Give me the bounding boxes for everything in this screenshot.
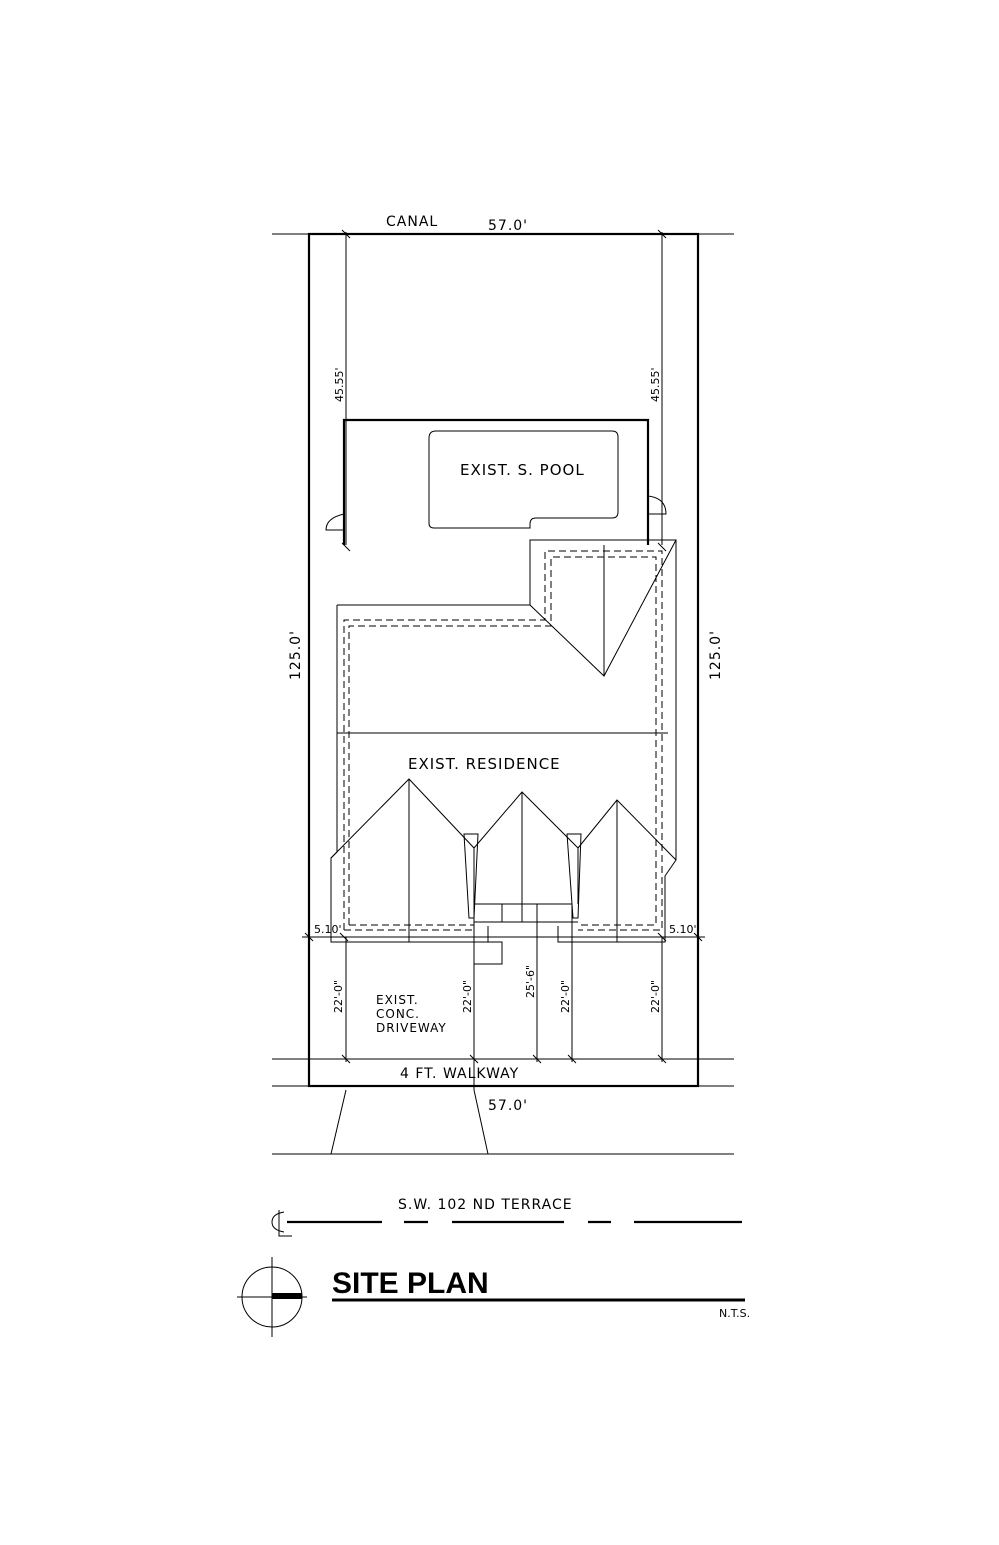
side-setback-left-label: 5.10' [314, 923, 342, 936]
side-setback-lines [302, 933, 705, 941]
scale-label: N.T.S. [719, 1307, 751, 1320]
bottom-width-label: 57.0' [488, 1098, 529, 1114]
front-setback-3-label: 25'-6" [524, 964, 537, 998]
pool-deck [326, 420, 666, 551]
side-setback-right-label: 5.10' [669, 923, 697, 936]
canal-label: CANAL [386, 214, 439, 230]
left-depth-label: 125.0' [288, 630, 304, 680]
front-setback-5-label: 22'-0" [649, 979, 662, 1013]
street-label: S.W. 102 ND TERRACE [398, 1197, 573, 1213]
top-width-label: 57.0' [488, 218, 529, 234]
front-setback-1-label: 22'-0" [332, 979, 345, 1013]
residence [331, 540, 676, 942]
driveway-label-line1: EXIST. [376, 993, 419, 1007]
residence-label: EXIST. RESIDENCE [408, 755, 561, 773]
page-title: SITE PLAN [332, 1267, 489, 1300]
driveway-label-line3: DRIVEWAY [376, 1021, 447, 1035]
rear-setback-right-label: 45.55' [649, 367, 662, 402]
street-centerline [272, 1210, 742, 1236]
front-setback-2-label: 22'-0" [461, 979, 474, 1013]
north-arrow-icon [237, 1257, 307, 1337]
right-depth-label: 125.0' [708, 630, 724, 680]
driveway [331, 942, 502, 1154]
pool-label: EXIST. S. POOL [460, 461, 585, 479]
rear-setback-left-label: 45.55' [333, 367, 346, 402]
front-setback-4-label: 22'-0" [559, 979, 572, 1013]
pool-outline [429, 431, 618, 528]
driveway-label-line2: CONC. [376, 1007, 420, 1021]
rear-setback-lines [342, 230, 666, 545]
walkway-label: 4 FT. WALKWAY [400, 1066, 520, 1082]
